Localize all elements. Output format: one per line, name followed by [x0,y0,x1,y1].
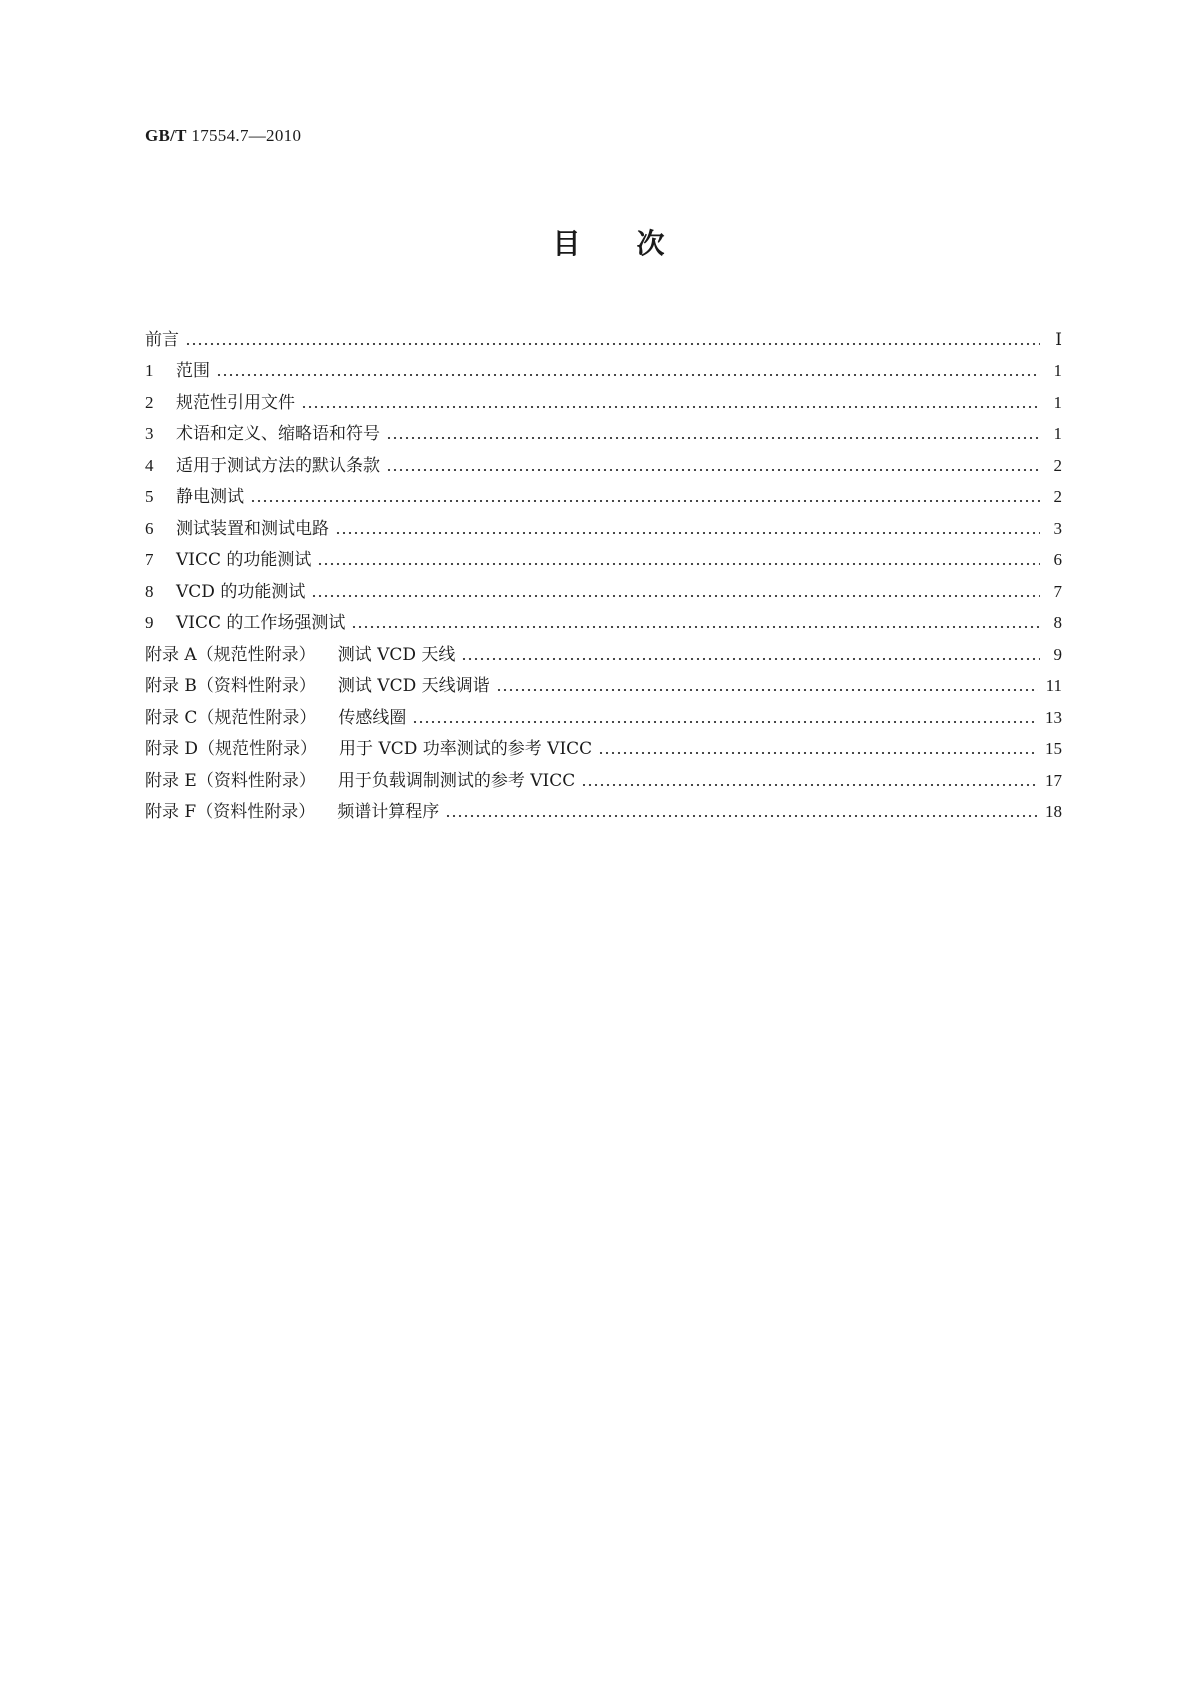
toc-entry-page: 18 [1045,802,1062,822]
toc-entry-number: 5 [145,487,154,507]
toc-annex-label: 附录 A（规范性附录） [145,644,316,665]
toc-entry-3[interactable] [145,419,1062,451]
toc-entry-number: 1 [145,361,154,381]
toc-entry-page: 15 [1045,739,1062,759]
toc-entry-1[interactable] [145,356,1062,388]
toc-annex-label: 附录 B（资料性附录） [145,676,316,697]
toc-annex-label: 附录 C（规范性附录） [145,707,317,728]
dot-leader [386,469,1040,471]
toc-entry-title: 测试装置和测试电路 [176,518,329,539]
toc-entry-annex-f[interactable] [145,797,1062,829]
dot-leader [386,437,1040,439]
dot-leader [311,595,1040,597]
toc-entry-annex-a[interactable] [145,639,1062,671]
dot-leader [335,532,1040,534]
toc-annex-label: 附录 D（规范性附录） [145,739,318,760]
toc-entry-page: 3 [1053,518,1062,538]
toc-entry-title: VCD 的功能测试 [176,581,306,602]
toc-entry-number: 3 [145,424,154,444]
toc-entry-8[interactable] [145,576,1062,608]
toc-entry-page: 1 [1053,392,1062,412]
toc-entry-page: 11 [1045,676,1062,696]
toc-entry-6[interactable] [145,513,1062,545]
toc-entry-title: 测试 VCD 天线 [337,644,456,665]
standard-code [145,126,301,146]
toc-entry-4[interactable] [145,450,1062,482]
toc-entry-page: 13 [1045,707,1062,727]
toc-entry-title: 前言 [145,329,179,350]
toc-entry-title: 术语和定义、缩略语和符号 [176,424,380,445]
toc-entry-page: 1 [1053,424,1062,444]
dot-leader [461,658,1040,660]
toc-entry-page: 9 [1053,644,1062,664]
toc-annex-label: 附录 E（资料性附录） [145,770,316,791]
standard-number: 17554.7—2010 [191,126,302,145]
toc-entry-number: 6 [145,518,154,538]
dot-leader [598,752,1037,754]
toc-entry-page: 8 [1053,613,1062,633]
toc-entry-number: 9 [145,613,154,633]
dot-leader [250,500,1040,502]
toc-entry-page: 7 [1053,581,1062,601]
toc-entry-title: 适用于测试方法的默认条款 [176,455,380,476]
toc-entry-2[interactable] [145,387,1062,419]
toc-entry-7[interactable] [145,545,1062,577]
toc-entry-annex-e[interactable] [145,765,1062,797]
dot-leader [412,721,1037,723]
toc-entry-title: VICC 的功能测试 [176,550,312,571]
dot-leader [445,815,1037,817]
toc-entry-foreword[interactable] [145,324,1062,356]
toc-entry-title: 规范性引用文件 [176,392,295,413]
toc-entry-page: 1 [1053,361,1062,381]
dot-leader [496,689,1038,691]
toc-entry-title: 用于负载调制测试的参考 VICC [337,770,576,791]
dot-leader [216,374,1040,376]
toc-entry-title: 用于 VCD 功率测试的参考 VICC [339,739,593,760]
toc-entry-number: 8 [145,581,154,601]
toc-entry-number: 7 [145,550,154,570]
toc-entry-number: 4 [145,455,154,475]
toc-entry-title: VICC 的工作场强测试 [176,613,346,634]
toc-entry-number: 2 [145,392,154,412]
toc-annex-label: 附录 F（资料性附录） [145,802,316,823]
toc-entry-title: 范围 [176,361,210,382]
standard-prefix: GB/T [145,126,187,145]
toc-entry-page: 6 [1053,550,1062,570]
page-title-part-2: 次 [636,227,665,260]
toc-entry-title: 静电测试 [176,487,244,508]
toc-entry-title: 传感线圈 [338,707,407,728]
dot-leader [317,563,1040,565]
page-title [0,226,1191,262]
toc-entry-annex-d[interactable] [145,734,1062,766]
toc-entry-title: 频谱计算程序 [337,802,440,823]
dot-leader [351,626,1040,628]
dot-leader [185,343,1040,345]
table-of-contents [145,324,1062,828]
dot-leader [301,406,1040,408]
dot-leader [581,784,1037,786]
page-title-part-1: 目 [552,227,581,260]
toc-entry-9[interactable] [145,608,1062,640]
toc-entry-title: 测试 VCD 天线调谐 [337,676,490,697]
toc-entry-annex-c[interactable] [145,702,1062,734]
toc-entry-page: Ⅰ [1055,329,1062,349]
toc-entry-annex-b[interactable] [145,671,1062,703]
toc-entry-5[interactable] [145,482,1062,514]
toc-entry-page: 17 [1045,770,1062,790]
toc-entry-page: 2 [1053,455,1062,475]
toc-entry-page: 2 [1053,487,1062,507]
